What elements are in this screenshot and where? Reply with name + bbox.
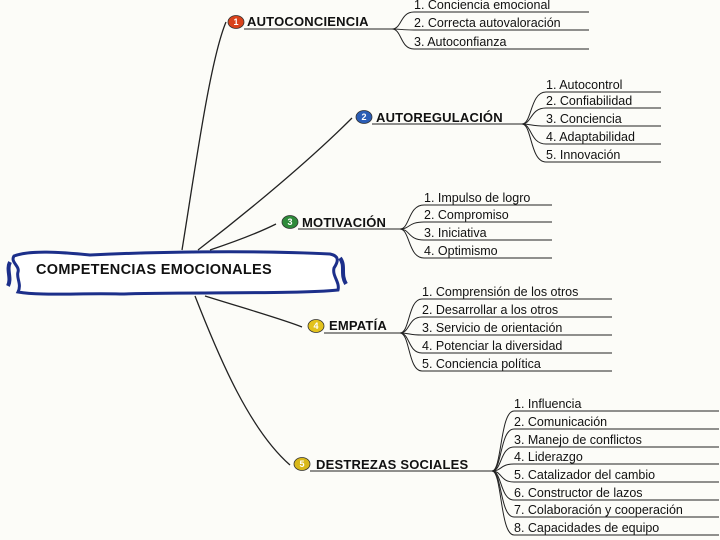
item-5-2: 2. Comunicación — [514, 415, 608, 429]
item-5-6: 6. Constructor de lazos — [514, 486, 643, 500]
item-5-4: 4. Liderazgo — [514, 450, 583, 464]
fan-connector — [400, 333, 422, 353]
item-4-2: 2. Desarrollar a los otros — [422, 303, 559, 317]
fan-connector — [492, 411, 514, 471]
item-5-8: 8. Capacidades de equipo — [514, 521, 660, 535]
central-title: COMPETENCIAS EMOCIONALES — [36, 262, 272, 278]
fan-connector — [392, 12, 414, 29]
fan-connector — [400, 205, 424, 229]
item-5-7: 7. Colaboración y cooperación — [514, 503, 683, 517]
branch-title-empatia: EMPATÍA — [329, 318, 387, 333]
branch-title-destrezas-sociales: DESTREZAS SOCIALES — [316, 457, 469, 472]
item-3-4: 4. Optimismo — [424, 244, 498, 258]
fan-connector — [522, 124, 546, 162]
branch-title-autoregulacion: AUTOREGULACIÓN — [376, 110, 503, 125]
number-badge-icon — [308, 320, 324, 333]
item-2-1: 1. Autocontrol — [546, 78, 623, 92]
item-3-3: 3. Iniciativa — [424, 226, 487, 240]
item-4-5: 5. Conciencia política — [422, 357, 541, 371]
fan-connector — [400, 333, 422, 371]
fan-connector — [522, 124, 546, 144]
branch-connectors — [182, 22, 352, 465]
item-5-5: 5. Catalizador del cambio — [514, 468, 656, 482]
item-2-5: 5. Innovación — [546, 148, 621, 162]
item-2-3: 3. Conciencia — [546, 112, 622, 126]
number-badge-icon — [356, 111, 372, 124]
fan-connector — [400, 229, 424, 258]
item-1-2: 2. Correcta autovaloración — [414, 16, 561, 30]
number-badge-icon — [282, 216, 298, 229]
fan-connector — [492, 471, 514, 500]
item-4-4: 4. Potenciar la diversidad — [422, 339, 563, 353]
item-4-1: 1. Comprensión de los otros — [422, 285, 579, 299]
item-1-3: 3. Autoconfianza — [414, 35, 507, 49]
branch-title-motivacion: MOTIVACIÓN — [302, 215, 387, 230]
item-3-1: 1. Impulso de logro — [424, 191, 531, 205]
item-1-1: 1. Conciencia emocional — [414, 0, 551, 12]
badge-number: 3 — [287, 217, 293, 228]
fan-connector — [400, 317, 422, 333]
fan-connector — [492, 471, 514, 535]
badge-number: 2 — [361, 112, 367, 123]
item-3-2: 2. Compromiso — [424, 208, 509, 222]
fan-connector — [392, 29, 414, 49]
item-5-3: 3. Manejo de conflictos — [514, 433, 642, 447]
branch-badges — [228, 16, 372, 471]
badge-number: 5 — [299, 459, 305, 470]
item-4-3: 3. Servicio de orientación — [422, 321, 563, 335]
branch-title-autoconciencia: AUTOCONCIENCIA — [247, 14, 369, 29]
item-2-4: 4. Adaptabilidad — [546, 130, 635, 144]
item-5-1: 1. Influencia — [514, 397, 582, 411]
number-badge-icon — [294, 458, 310, 471]
badge-number: 1 — [233, 17, 239, 28]
badge-number: 4 — [313, 321, 319, 332]
fan-connector — [400, 299, 422, 333]
number-badge-icon — [228, 16, 244, 29]
item-2-2: 2. Confiabilidad — [546, 94, 633, 108]
